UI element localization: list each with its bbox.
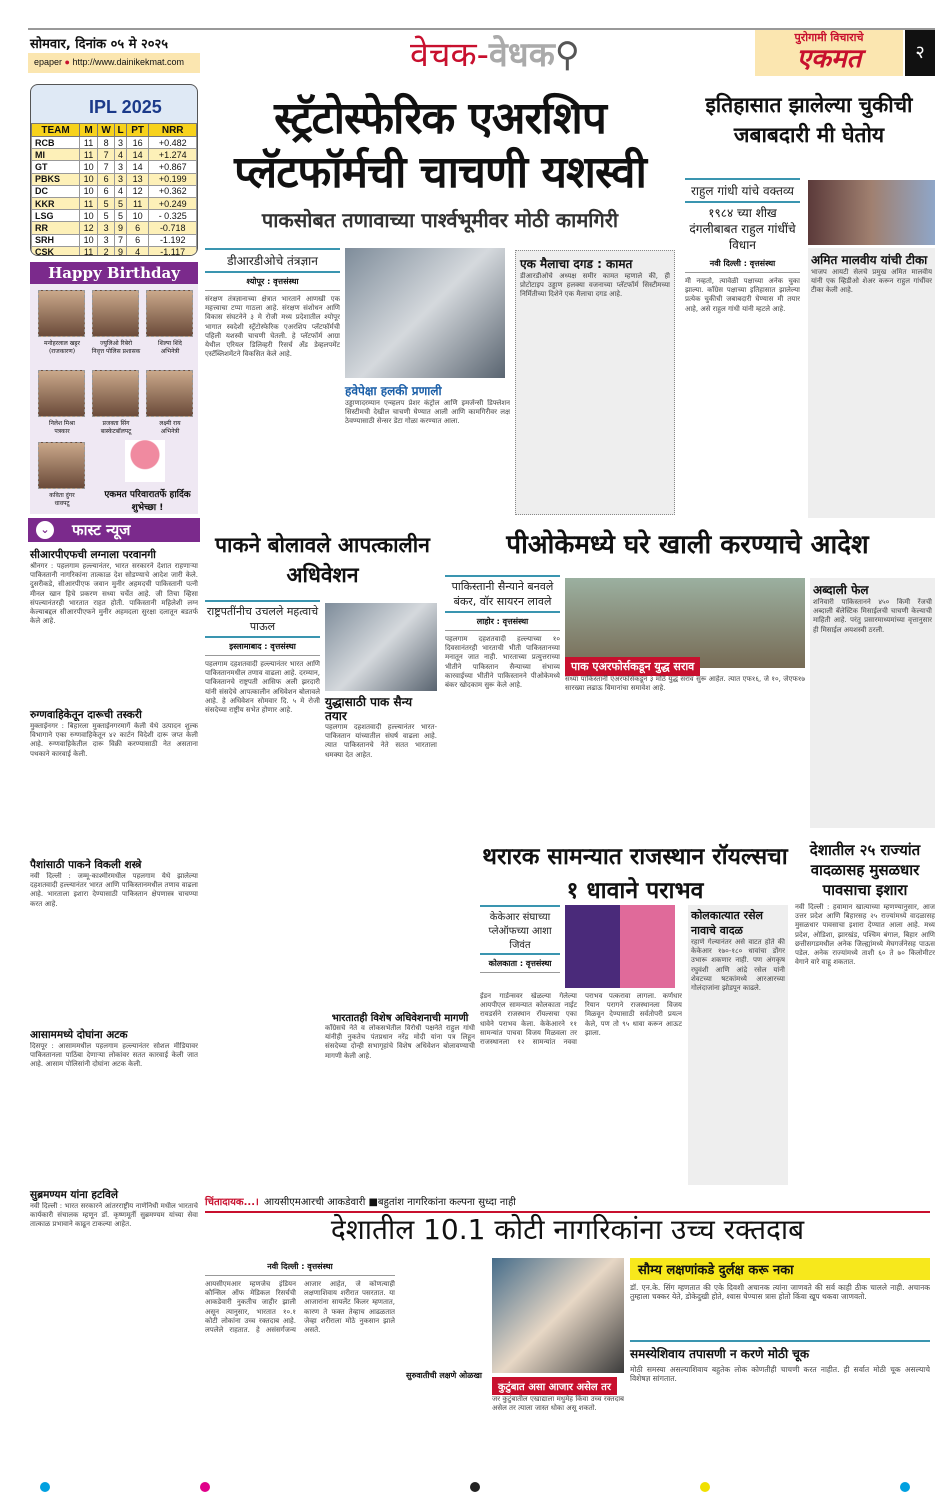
- epaper-link[interactable]: http://www.dainikekmat.com: [72, 57, 185, 67]
- ipl-row: [32, 149, 197, 161]
- ipl-row: [32, 137, 197, 149]
- fast-news-body: श्रीनगर : पहलगाम हल्ल्यानंतर, भारत सरकारने देशात राहणाऱ्या पाकिस्तानी नागरिकांना तात्काळ देश सोडण्याचे आदेश जारी केले. दुसरीकडे, सीआरपीएफ जवान मुनीर अहमदची पाकिस्तानी पत्नी मीनल खान हिचे प्रकरण सध्या चर्चेत आहे. जी तिचा व्हिसा संपल्यानंतरही भारतात राहत होती. पाकिस्तानी महिलेशी लग्न केल्याबद्दल सीआरपीएफने मुनीर अहमदला सुरक्षा दलातून बडतर्फ केले आहे.: [30, 562, 198, 626]
- fast-news-body: नवी दिल्ली : भारत सरकारने आंतरराष्ट्रीय नाणेनिधी मधील भारताचे कार्यकारी संचालक म्हणून डॉ. कृष्णमूर्ती सुब्रमण्यम यांच्या सेवा तात्काळ प्रभावाने काढून टाकल्या आहेत.: [30, 1202, 198, 1229]
- lead-subhead: पाकसोबत तणावाच्या पार्श्वभूमीवर मोठी कामगिरी: [261, 208, 619, 232]
- pak-session-article: राष्ट्रपतींनीच उचलले महत्वाचे पाऊल इस्लामाबाद : वृत्तसंस्था पहलगाम दहशतवादी हल्ल्यानंतर भारत आणि पाकिस्तानमधील तणाव वाढला आहे. दरम्यान, पाकिस्तानचे राष्ट्रपती आसिफ अली झरदारी यांनी संसदेचे आपत्कालीन अधिवेशन बोलावले आहे. हे अधिवेशन सोमवार दि. ५ मे रोजी संसदेच्या राष्ट्रीय सभेत होणार आहे.: [205, 600, 320, 1185]
- lead-body: संरक्षण तंत्रज्ञानाच्या क्षेत्रात भारताने आणखी एक महत्त्वाचा टप्पा गाठला आहे. संरक्षण संशोधन आणि विकास संघटनेने ३ मे रोजी मध्य प्रदेशातील श्योपूर भागात स्वदेशी स्ट्रॅटोस्फेरिक एअरशिप प्लॅटफॉर्मची पहिली यशस्वी चाचणी घेतली. हे प्लॅटफॉर्म आग्रा येथील एरियल डिलिव्हरी रिसर्च अँड डेव्हलपमेंट एस्टॅब्लिशमेंटने विकसित केले आहे.: [205, 295, 340, 359]
- masthead-logo: पुरोगामी विचाराचे एकमत: [755, 30, 903, 76]
- ipl-cell: 3: [115, 137, 127, 149]
- ipl-row: [32, 161, 197, 173]
- birthday-photo: [38, 370, 85, 417]
- ipl-row: [32, 197, 197, 209]
- ipl-cell: 2: [98, 246, 115, 256]
- ipl-cell: LSG: [32, 210, 80, 222]
- ipl-cell: 7: [98, 161, 115, 173]
- ipl-cell: 3: [115, 161, 127, 173]
- ipl-col-header: L: [115, 124, 127, 137]
- ipl-cell: KKR: [32, 197, 80, 209]
- ipl-col-header: W: [98, 124, 115, 137]
- ipl-body: ईडन गार्डन्सवर खेळल्या गेलेल्या आयपीएल सामन्यात कोलकाता नाईट रायडर्सने राजस्थान रॉयल्सचा एका धावेने पराभव केला. केकेआरने ११ सामन्यांत पाचवा विजय मिळवला तर राजस्थानला १२ सामन्यांत नववा पराभव पत्करावा लागला. कर्णधार रियान परागने राजस्थानला विजय मिळवून देण्यासाठी सर्वतोपरी प्रयत्न केले, पण तो ९५ धावा करून आऊट झाला.: [480, 992, 682, 1047]
- ipl-cell: -1.192: [149, 234, 197, 246]
- ipl-cell: 5: [98, 197, 115, 209]
- fast-news-headline: सीआरपीएफची लग्नाला परवानगी: [30, 549, 156, 561]
- ipl-cell: 10: [80, 234, 98, 246]
- birthday-photo: [146, 370, 193, 417]
- bp-strap: चिंतादायक...। आयसीएमआरची आकडेवारी ■बहुतांश नागरिकांना कल्पना सुध्दा नाही: [205, 1190, 930, 1213]
- pak-army-box: युद्धासाठी पाक सैन्य तयार पहलगाम दहशतवादी हल्ल्यानंतर भारत-पाकिस्तान यांच्यातील संघर्ष वाढला आहे. त्यात पाकिस्तानचे नेते सतत भारताला धमक्या देत आहेत.: [325, 695, 437, 759]
- rahul-subhead: १९८४ च्या शीख दंगलीबाबत राहुल गांधींचे विधान: [689, 206, 796, 252]
- ipl-points-table: [30, 84, 198, 256]
- ipl-cell: 16: [126, 137, 149, 149]
- lead-box: हवेपेक्षा हलकी प्रणाली उड्डाणादरम्यान एन्व्हलप प्रेशर कंट्रोल आणि इमर्जन्सी डिफ्लेशन सिस्टीमची देखील चाचणी घेण्यात आली आणि कामगिरीवर लक्ष ठेवण्यासाठी सेन्सर डेटा गोळा करण्यात आला.: [345, 384, 510, 426]
- ipl-cell: +0.249: [149, 197, 197, 209]
- malviya-box: अमित मालवीय यांची टीका भाजप आयटी सेलचे प्रमुख अमित मालवीय यांनी एक व्हिडीओ शेअर करून राहुल गांधींवर टीका केली आहे.: [808, 248, 935, 518]
- ipl-cell: 6: [98, 185, 115, 197]
- birthday-photo: [92, 290, 139, 337]
- abdali-box: अब्दाली फेल शनिवारी पाकिस्तानने ४५० किमी रेंजची अब्दाली बॅलेस्टिक मिसाईलची चाचणी केल्याची माहिती आहे. परंतु प्रसारमाध्यमांच्या वृत्तानुसार ही मिसाईल अयशस्वी ठरली.: [810, 578, 935, 828]
- pok-article: पाकिस्तानी सैन्याने बनवले बंकर, वॉर सायरन लावले लाहोर : वृत्तसंस्था पहलगाम दहशतवादी हल्ल्याच्या १० दिवसानंतरही भारताची भीती पाकिस्तानच्या मनातून जात नाही. भारताच्या प्रत्युत्तराच्या भीतीने पाकिस्तान सैन्याच्या संभाव्य कारवाईच्या भीतीने पाकिस्तानने पीओकेमध्ये बंकर खोदकाम सुरू केले आहे.: [445, 575, 560, 830]
- ipl-cell: 14: [126, 161, 149, 173]
- rahul-article: राहुल गांधी यांचे वक्तव्य १९८४ च्या शीख दंगलीबाबत राहुल गांधींचे विधान नवी दिल्ली : वृत्तसंस्था मी नव्हतो, त्यावेळी पक्षाच्या अनेक चुका झाल्या. काँग्रेस पक्षाच्या इतिहासात झालेल्या प्रत्येक चुकीची जबाबदारी घेण्यास मी तयार आहे, असे राहुल गांधी यांनी म्हटले आहे.: [685, 178, 800, 518]
- globe-icon: ●: [64, 57, 70, 67]
- fast-news: [28, 518, 200, 1473]
- ipl-cell: +0.867: [149, 161, 197, 173]
- ipl-cell: 10: [80, 161, 98, 173]
- bp-headline: देशातील 10.1 कोटी नागरिकांना उच्च रक्तदाब: [330, 1213, 805, 1246]
- symptoms-box: सौम्य लक्षणांकडे दुर्लक्ष करू नका डॉ. एन.के. सिंग म्हणतात की एके दिवशी अचानक त्यांना जाणवते की सर्व काही ठीक चालले नाही. अचानक तुम्हाला चक्कर येते, डोकेदुखी होते, श्वास घेण्यास त्रास होतो किंवा खूप थकवा जाणवतो.: [630, 1258, 930, 1336]
- ipl-row: [32, 246, 197, 256]
- birthday-person: कविता दुंगर धावपटू: [49, 492, 75, 507]
- ipl-cell: 12: [80, 222, 98, 234]
- section-title: वेचक-वेधक⚲: [410, 35, 580, 75]
- ipl-cell: 13: [126, 173, 149, 185]
- ipl-cell: 10: [80, 210, 98, 222]
- ipl-cell: -1.117: [149, 246, 197, 256]
- birthday-photo: [92, 370, 139, 417]
- bp-photo: [492, 1258, 624, 1373]
- birthday-person: ज्युलिओ रिबेरो निवृत्त पोलिस प्रशासक: [91, 340, 141, 355]
- ipl-cell: GT: [32, 161, 80, 173]
- ipl-col-header: TEAM: [32, 124, 80, 137]
- ipl-cell: DC: [32, 185, 80, 197]
- lead-headline: स्ट्रॅटोस्फेरिक एअरशिप प्लॅटफॉर्मची चाचणी यशस्वी: [234, 93, 646, 198]
- ipl-row: [32, 234, 197, 246]
- fast-news-header: ⌄ फास्ट न्यूज: [28, 518, 200, 542]
- ipl-cell: 4: [115, 149, 127, 161]
- ipl-cell: 9: [115, 246, 127, 256]
- issue-date: सोमवार, दिनांक ०५ मे २०२५: [30, 37, 169, 52]
- birthday-title: Happy Birthday: [30, 262, 198, 284]
- ipl-cell: 11: [80, 246, 98, 256]
- fast-news-item: [30, 1028, 198, 1182]
- ipl-row: [32, 222, 197, 234]
- kkr-rr-photo: [565, 905, 675, 988]
- rahul-headline: इतिहासात झालेल्या चुकीची जबाबदारी मी घेतोय: [705, 93, 913, 147]
- ipl-cell: 3: [115, 173, 127, 185]
- ipl-cell: SRH: [32, 234, 80, 246]
- airship-photo: [345, 248, 505, 378]
- ipl-col-header: M: [80, 124, 98, 137]
- ipl-cell: 11: [80, 137, 98, 149]
- ipl-cell: 12: [126, 185, 149, 197]
- russell-box: कोलकात्यात रसेल नावाचे वादळ रहाणे गेल्यानंतर असे वाटत होते की केकेआर १७०-१८० धावांचा डोंगर उभारू शकणार नाही. पण अंगकृष रघुवंशी आणि आंद्रे रसेल यांनी शेवटच्या षटकांमध्ये आरआरच्या गोलंदाजांना झोडपून काढले.: [688, 905, 788, 1185]
- airforce-text: सध्या पाकिस्तानी एअरफोर्सकडून ३ मोठे युद्ध सराव सुरू आहेत. त्यात एफ१६, जे १०, जेएफ१७ सारख्या लढाऊ विमानांचा समावेश आहे.: [565, 675, 805, 693]
- ipl-cell: 11: [126, 197, 149, 209]
- birthday-person: लक्ष्मी राय अभिनेत्री: [159, 420, 181, 435]
- ipl-cell: 8: [98, 137, 115, 149]
- fast-news-headline: आसाममध्ये दोघांना अटक: [30, 1029, 128, 1041]
- birthday-wish: एकमत परिवारातर्फे हार्दिक शुभेच्छा !: [104, 490, 191, 513]
- airforce-caption: पाक एअरफोर्सकडून युद्ध सराव: [565, 655, 805, 676]
- registration-mark: [470, 1482, 480, 1492]
- ipl-cell: MI: [32, 149, 80, 161]
- fast-news-body: नवी दिल्ली : जम्मू-काश्मीरमधील पहलगाम येथे झालेल्या दहशतवादी हल्ल्यानंतर भारत आणि पाकिस्तानमधील तणाव वाढला आहे. भारताला इशारा देण्यासाठी पाकिस्तान क्षेपणास्त्र चाचण्या करत आहे.: [30, 872, 198, 908]
- ipl-cell: 4: [115, 185, 127, 197]
- ipl-cell: +0.482: [149, 137, 197, 149]
- ipl-cell: RCB: [32, 137, 80, 149]
- ipl-cell: +1.274: [149, 149, 197, 161]
- lead-article: [205, 248, 340, 516]
- ipl-cell: 5: [115, 210, 127, 222]
- ipl-cell: 3: [98, 222, 115, 234]
- ipl-cell: +0.199: [149, 173, 197, 185]
- ipl-cell: 11: [80, 149, 98, 161]
- ipl-cell: 5: [98, 210, 115, 222]
- fast-news-body: मुक्ताईनगर : बिहारला मुक्ताईनगरमार्गे केली येथे उत्पादन शुल्क विभागाने एका रुग्णवाहिकेतून ४२ कार्टन विदेशी दारू जप्त केली आहे. रुग्णवाहिकेतील दारू विक्री करण्यासाठी नेत असताना पथकाने कारवाई केली.: [30, 722, 198, 758]
- ipl-cell: 10: [126, 210, 149, 222]
- ipl-cell: 6: [98, 173, 115, 185]
- ipl-cell: 3: [98, 234, 115, 246]
- birthday-person: प्रजक्ता सिंग बास्केटबॉलपटू: [100, 420, 132, 435]
- ipl-cell: 5: [115, 197, 127, 209]
- ipl-col-header: NRR: [149, 124, 197, 137]
- ipl-cell: PBKS: [32, 173, 80, 185]
- bp-subhead: सुरुवातीची लक्षणे ओळखा: [406, 1371, 482, 1380]
- ipl-col-header: PT: [126, 124, 149, 137]
- weather-article: देशातील २५ राज्यांत वादळासह मुसळधार पावसाचा इशारा नवी दिल्ली : हवामान खात्याच्या म्हणण्यानुसार, आज उत्तर प्रदेश आणि बिहारसह २५ राज्यांमध्ये वादळासह मुसळधार पावसाचा इशारा देण्यात आला आहे. मध्य प्रदेश, ओडिशा, झारखंड, पश्चिम बंगाल, बिहार आणि छत्तीसगडमधील अनेक जिल्ह्यांमध्ये मेघगर्जनेसह पाऊस पडेल. अनेक राज्यांमध्ये ताशी ६० ते ७० किलोमीटर वेगाने वारे वाहू शकतात.: [795, 841, 935, 967]
- ipl-cell: 7: [98, 149, 115, 161]
- ipl-cell: 6: [126, 234, 149, 246]
- fast-news-item: [30, 858, 198, 1022]
- kamat-box: एक मैलाचा दगड : कामत डीआरडीओचे अध्यक्ष समीर कामत म्हणाले की, ही प्रोटोटाइप उड्डाण हलक्या वजनाच्या प्लॅटफॉर्म सिस्टीमच्या निर्मितीच्या दिशेने एक मैलाचा दगड आहे.: [515, 250, 675, 515]
- ipl-cell: +0.362: [149, 185, 197, 197]
- birthday-person: निलेश मिश्रा पत्रकार: [49, 420, 75, 435]
- rahul-photo: [808, 180, 935, 245]
- page-number: २: [905, 30, 935, 76]
- registration-mark: [40, 1482, 50, 1492]
- fast-news-headline: रुग्णवाहिकेतून दारूची तस्करी: [30, 709, 142, 721]
- fast-news-item: [30, 548, 198, 702]
- birthday-photo: [38, 290, 85, 337]
- epaper-label: epaper: [34, 57, 63, 67]
- registration-mark: [200, 1482, 210, 1492]
- lead-dateline: श्योपूर : वृत्तसंस्था: [205, 273, 340, 291]
- ipl-row: [32, 185, 197, 197]
- ipl-cell: 10: [80, 173, 98, 185]
- pok-headline: पीओकेमध्ये घरे खाली करण्याचे आदेश: [506, 530, 869, 560]
- chevron-down-icon: ⌄: [36, 521, 54, 539]
- registration-mark: [700, 1482, 710, 1492]
- fast-news-body: दिसपूर : आसाममधील पहलगाम हल्ल्यानंतर सोशल मीडियावर पाकिस्तानला पाठिंबा देणाऱ्या लोकांवर सतत कारवाई केली जात आहे. आसाम पोलिसांनी दोघांना अटक केली.: [30, 1042, 198, 1069]
- fast-news-item: [30, 1188, 198, 1352]
- bp-photo-caption: कुटुंबात असा आजार असेल तर: [492, 1375, 632, 1395]
- ipl-cell: 11: [80, 197, 98, 209]
- ipl-cell: 9: [115, 222, 127, 234]
- ipl-cell: -0.718: [149, 222, 197, 234]
- ipl-row: [32, 173, 197, 185]
- fast-news-item: [30, 708, 198, 852]
- checkup-box: समस्येशिवाय तपासणी न करणे मोठी चूक मोठी समस्या असल्याशिवाय बहुतेक लोक कोणतीही चाचणी करत नाहीत. ही सर्वात मोठी चूक असल्याचे विशेषज्ञ सांगतात.: [630, 1340, 930, 1470]
- ipl-cell: 4: [126, 246, 149, 256]
- epaper-bar: [28, 53, 200, 73]
- india-session-box: भारतातही विशेष अधिवेशनाची मागणी काँग्रेसचे नेते व लोकसभेतील विरोधी पक्षनेते राहुल गांधी यांनीही नुकतेच पंतप्रधान नरेंद्र मोदी यांना पत्र लिहून संसदेच्या दोन्ही सभागृहांचे विशेष अधिवेशन बोलावण्याची मागणी केली आहे.: [325, 1013, 475, 1060]
- birthday-photo: [38, 442, 85, 489]
- fast-news-headline: सुब्रमण्यम यांना हटविले: [30, 1189, 118, 1201]
- birthday-photo: [146, 290, 193, 337]
- ipl-article: केकेआर संघाच्या प्लेऑफच्या आशा जिवंत कोलकाता : वृत्तसंस्था: [480, 905, 560, 985]
- ipl-cell: 10: [80, 185, 98, 197]
- fast-news-headline: पैशांसाठी पाकने विकली शस्त्रे: [30, 859, 142, 871]
- bp-photo-text: जर कुटुंबातील एखाद्याला मधुमेह किंवा उच्च रक्तदाब असेल तर त्याला जास्त धोका असू शकतो.: [492, 1395, 624, 1413]
- birthday-panel: [30, 262, 198, 514]
- ipl-headline: थरारक सामन्यात राजस्थान रॉयल्सचा १ धावाने पराभव: [482, 844, 788, 904]
- registration-mark: [900, 1482, 910, 1492]
- ipl-cell: 14: [126, 149, 149, 161]
- ipl-cell: 6: [126, 222, 149, 234]
- ipl-cell: - 0.325: [149, 210, 197, 222]
- ipl-row: [32, 210, 197, 222]
- ipl-title: IPL 2025: [89, 97, 162, 117]
- ipl-cell: RR: [32, 222, 80, 234]
- magnifier-icon: ⚲: [554, 35, 580, 75]
- pak-session-headline: पाकने बोलावले आपत्कालीन अधिवेशन: [215, 533, 430, 587]
- ipl-cell: 7: [115, 234, 127, 246]
- birthday-person: शिल्पा शिंदे अभिनेत्री: [158, 340, 182, 355]
- birthday-person: मनोहरलाल खट्टर (राजकारण): [43, 340, 80, 355]
- lead-kicker: डीआरडीओचे तंत्रज्ञान: [227, 254, 318, 268]
- bp-article: नवी दिल्ली : वृत्तसंस्था आयसीएमआर म्हणजेच इंडियन कौन्सिल ऑफ मेडिकल रिसर्चची आकडेवारी नुकतीच जाहीर झाली असून त्यानुसार, भारतात १०.१ कोटी लोकांना उच्च रक्तदाब आहे. लपलेले राहतात. हे असंसर्गजन्य आजार आहेत, जे कोणत्याही लक्षणाशिवाय शरीरात पसरतात. या आजारांना सायलेंट किलर म्हणतात, कारण ते फक्त तेव्हाच आढळतात जेव्हा शरीराला मोठे नुकसान झाले असते.: [205, 1258, 395, 1470]
- ipl-cell: CSK: [32, 246, 80, 256]
- sharif-photo: [325, 603, 437, 691]
- bouquet-image: [125, 440, 165, 482]
